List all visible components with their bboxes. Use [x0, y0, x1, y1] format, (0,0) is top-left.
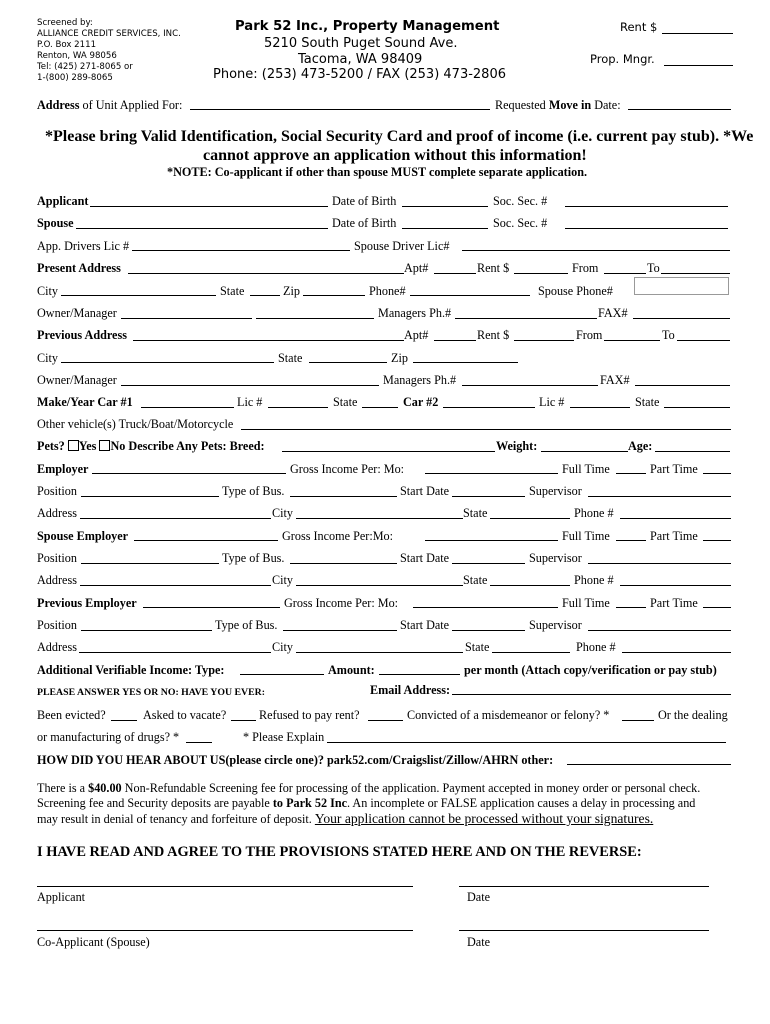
manufacturing-field[interactable] [186, 742, 212, 743]
employer-address-field[interactable] [80, 518, 271, 519]
present-managers-ph-field[interactable] [455, 318, 597, 319]
supervisor-label: Supervisor [529, 484, 582, 498]
per-month-label: per month (Attach copy/verification or pay stub) [464, 663, 717, 677]
present-rent-field[interactable] [514, 273, 568, 274]
employer-field[interactable] [92, 473, 286, 474]
convicted-field[interactable] [622, 720, 654, 721]
present-fax-field[interactable] [633, 318, 730, 319]
position-label: Position [37, 484, 77, 498]
applicant-date-label: Date [467, 890, 491, 904]
age-label: Age: [628, 439, 653, 453]
other-vehicles-label: Other vehicle(s) Truck/Boat/Motorcycle [37, 417, 234, 431]
manufacturing-label: or manufacturing of drugs? * [37, 730, 180, 744]
address-label: Address [37, 573, 77, 587]
present-phone-field[interactable] [410, 295, 530, 296]
car2-state-field[interactable] [664, 407, 730, 408]
prop-mgr-label: Prop. Mngr. [590, 52, 655, 66]
start-date-label: Start Date [400, 551, 450, 565]
vacate-label: Asked to vacate? [143, 708, 227, 722]
fee-line-1 [37, 782, 700, 794]
previous-employer-label: Previous Employer [37, 596, 137, 610]
state-label: State [635, 395, 660, 409]
spouse-ssn-field[interactable] [565, 228, 728, 229]
present-owner-field[interactable] [121, 318, 252, 319]
agree-heading: I HAVE READ AND AGREE TO THE PROVISIONS STATED HERE AND ON THE REVERSE: [37, 844, 642, 860]
payable-to: to Park 52 Inc [272, 796, 348, 810]
managers-ph-label: Managers Ph.# [378, 306, 452, 320]
screener-line: Renton, WA 98056 [37, 51, 117, 61]
rent-label: Rent $ [620, 20, 658, 34]
car1-lic-field[interactable] [268, 407, 328, 408]
address-label: Address [37, 640, 77, 654]
present-owner-field-2[interactable] [256, 318, 374, 319]
state-label: State [465, 640, 490, 654]
other-vehicles-field[interactable] [241, 429, 731, 430]
owner-manager-label: Owner/Manager [37, 306, 117, 320]
car2-lic-field[interactable] [570, 407, 630, 408]
car2-label: Car #2 [403, 395, 439, 409]
please-answer-label: PLEASE ANSWER YES OR NO: HAVE YOU EVER: [37, 687, 265, 698]
screener-line: ALLIANCE CREDIT SERVICES, INC. [37, 29, 181, 39]
from-label: From [572, 261, 599, 275]
fee-text: There is a [37, 781, 89, 795]
lic-label: Lic # [237, 395, 263, 409]
gross-income-label: Gross Income Per: Mo: [290, 462, 405, 476]
city-label: City [272, 640, 293, 654]
screener-line: P.O. Box 2111 [37, 40, 97, 50]
previous-supervisor-field[interactable] [588, 630, 731, 631]
present-apt-field[interactable] [434, 273, 476, 274]
previous-emp-phone-field[interactable] [622, 652, 731, 653]
spouse-city-field[interactable] [296, 585, 463, 586]
employer-parttime-field[interactable] [703, 473, 731, 474]
spouse-type-field[interactable] [290, 563, 397, 564]
phone-num-label: Phone # [574, 506, 614, 520]
present-state-field[interactable] [250, 295, 280, 296]
present-to-field[interactable] [661, 273, 730, 274]
convicted-label: Convicted of a misdemeanor or felony? * [407, 708, 610, 722]
amount-label: Amount: [328, 663, 375, 677]
co-applicant-signature-line[interactable] [37, 930, 413, 931]
full-time-label: Full Time [562, 596, 610, 610]
notice-line-1: *Please bring Valid Identification, Social Security Card and proof of income (i.e. current pay stub). *We [45, 128, 754, 145]
applicant-ssn-field[interactable] [565, 206, 728, 207]
move-in-date-field[interactable] [628, 109, 731, 110]
previous-type-field[interactable] [283, 630, 397, 631]
additional-income-amount-field[interactable] [379, 674, 460, 675]
employer-phone-field[interactable] [620, 518, 731, 519]
apt-label: Apt# [404, 328, 429, 342]
pets-age-field[interactable] [655, 451, 730, 452]
previous-parttime-field[interactable] [703, 607, 731, 608]
dob-label: Date of Birth [332, 194, 397, 208]
phone-num-label: Phone # [574, 573, 614, 587]
gross-income-label: Gross Income Per: Mo: [284, 596, 399, 610]
unit-address-bold: Address [37, 98, 80, 112]
car1-field[interactable] [141, 407, 234, 408]
co-applicant-signature-label: Co-Applicant (Spouse) [37, 935, 150, 949]
previous-city-field[interactable] [61, 362, 274, 363]
company-city: Tacoma, WA 98409 [298, 52, 423, 67]
zip-label: Zip [283, 284, 300, 298]
fax-label: FAX# [600, 373, 630, 387]
to-label: To [647, 261, 660, 275]
spouse-address-field[interactable] [80, 585, 271, 586]
position-label: Position [37, 618, 77, 632]
city-label: City [272, 573, 293, 587]
owner-manager-label: Owner/Manager [37, 373, 117, 387]
refused-rent-label: Refused to pay rent? [259, 708, 360, 722]
soc-label: Soc. Sec. # [493, 194, 548, 208]
spouse-parttime-field[interactable] [703, 540, 731, 541]
supervisor-label: Supervisor [529, 618, 582, 632]
part-time-label: Part Time [650, 596, 698, 610]
phone-label: Phone# [369, 284, 406, 298]
state-label: State [463, 573, 488, 587]
fee-line-2 [37, 797, 695, 809]
car1-label: Make/Year Car #1 [37, 395, 133, 409]
state-label: State [333, 395, 358, 409]
additional-income-label: Additional Verifiable Income: Type: [37, 663, 225, 677]
employer-position-field[interactable] [81, 496, 219, 497]
city-label: City [37, 284, 58, 298]
signature-required-notice: Your application cannot be processed without your signatures. [314, 811, 654, 826]
previous-employer-field[interactable] [143, 607, 280, 608]
employer-label: Employer [37, 462, 89, 476]
co-applicant-date-label: Date [467, 935, 491, 949]
previous-apt-field[interactable] [434, 340, 476, 341]
applicant-signature-line[interactable] [37, 886, 413, 887]
spouse-driver-lic-field[interactable] [462, 250, 730, 251]
type-bus-label: Type of Bus. [222, 484, 285, 498]
managers-ph-label: Managers Ph.# [383, 373, 457, 387]
apt-label: Apt# [404, 261, 429, 275]
state-label: State [220, 284, 245, 298]
employer-type-field[interactable] [290, 496, 397, 497]
employer-income-field[interactable] [425, 473, 558, 474]
previous-address-label: Previous Address [37, 328, 127, 342]
pets-no-checkbox[interactable] [99, 440, 110, 451]
spouse-field[interactable] [76, 228, 328, 229]
please-explain-label: * Please Explain [243, 730, 325, 744]
previous-emp-address-field[interactable] [79, 652, 271, 653]
evicted-label: Been evicted? [37, 708, 106, 722]
state-label: State [463, 506, 488, 520]
spouse-employer-label: Spouse Employer [37, 529, 129, 543]
state-label: State [278, 351, 303, 365]
spouse-dob-field[interactable] [402, 228, 488, 229]
previous-emp-state-field[interactable] [492, 652, 570, 653]
present-address-field[interactable] [128, 273, 404, 274]
spouse-start-field[interactable] [452, 563, 525, 564]
weight-label: Weight: [496, 439, 538, 453]
pets-weight-field[interactable] [541, 451, 628, 452]
how-did-you-hear-field[interactable] [567, 764, 731, 765]
type-bus-label: Type of Bus. [215, 618, 278, 632]
previous-managers-ph-field[interactable] [462, 385, 598, 386]
previous-fax-field[interactable] [635, 385, 730, 386]
please-explain-field[interactable] [327, 742, 726, 743]
spouse-position-field[interactable] [81, 563, 219, 564]
fee-line-3 [37, 812, 653, 826]
part-time-label: Part Time [650, 529, 698, 543]
screener-line: 1-(800) 289-8065 [37, 73, 113, 83]
notice-line-3: *NOTE: Co-applicant if other than spouse MUST complete separate application. [167, 165, 588, 179]
zip-label: Zip [391, 351, 408, 365]
part-time-label: Part Time [650, 462, 698, 476]
fee-amount: $40.00 [88, 781, 122, 795]
pets-yes-label: Yes [78, 439, 97, 453]
company-phone: Phone: (253) 473-5200 / FAX (253) 473-2806 [213, 67, 506, 82]
previous-fulltime-field[interactable] [616, 607, 646, 608]
present-zip-field[interactable] [303, 295, 365, 296]
applicant-field[interactable] [90, 206, 328, 207]
present-from-field[interactable] [604, 273, 646, 274]
rent-field[interactable] [662, 33, 733, 34]
email-field[interactable] [452, 694, 731, 695]
dob-label: Date of Birth [332, 216, 397, 230]
additional-income-type-field[interactable] [240, 674, 324, 675]
fee-text: Screening fee and Security deposits are payable [37, 796, 273, 810]
city-label: City [272, 506, 293, 520]
vacate-field[interactable] [231, 720, 256, 721]
refused-rent-field[interactable] [368, 720, 403, 721]
email-label: Email Address: [370, 683, 451, 697]
company-name: Park 52 Inc., Property Management [235, 19, 500, 34]
previous-state-field[interactable] [309, 362, 387, 363]
spouse-label: Spouse [37, 216, 74, 230]
present-address-label: Present Address [37, 261, 121, 275]
move-in-label [495, 99, 621, 111]
previous-position-field[interactable] [81, 630, 212, 631]
full-time-label: Full Time [562, 529, 610, 543]
drivers-lic-label: App. Drivers Lic # [37, 239, 130, 253]
employer-supervisor-field[interactable] [588, 496, 731, 497]
previous-start-field[interactable] [452, 630, 525, 631]
city-label: City [37, 351, 58, 365]
unit-address-rest: of Unit Applied For: [79, 98, 183, 112]
previous-address-field[interactable] [133, 340, 404, 341]
unit-address-field[interactable] [190, 109, 490, 110]
fee-text: Non-Refundable Screening fee for processing of the application. Payment accepted in money order or personal check. [121, 781, 701, 795]
how-did-you-hear-label: HOW DID YOU HEAR ABOUT US(please circle one)? park52.com/Craigslist/Zillow/AHRN other: [37, 753, 554, 767]
phone-num-label: Phone # [576, 640, 616, 654]
rent-amount-label: Rent $ [477, 261, 510, 275]
gross-income-label: Gross Income Per:Mo: [282, 529, 394, 543]
unit-address-label [37, 99, 182, 111]
previous-to-field[interactable] [677, 340, 730, 341]
supervisor-label: Supervisor [529, 551, 582, 565]
start-date-label: Start Date [400, 484, 450, 498]
applicant-label: Applicant [37, 194, 89, 208]
pets-row [37, 440, 265, 452]
spouse-phone-field[interactable] [620, 585, 731, 586]
type-bus-label: Type of Bus. [222, 551, 285, 565]
spouse-supervisor-field[interactable] [588, 563, 731, 564]
screener-line: Tel: (425) 271-8065 or [37, 62, 133, 72]
car2-field[interactable] [443, 407, 535, 408]
pets-breed-field[interactable] [282, 451, 495, 452]
pets-label: Pets? [37, 439, 65, 453]
to-label: To [662, 328, 675, 342]
soc-label: Soc. Sec. # [493, 216, 548, 230]
spouse-employer-field[interactable] [134, 540, 278, 541]
employer-fulltime-field[interactable] [616, 473, 646, 474]
or-dealing-label: Or the dealing [658, 708, 728, 722]
fee-text: may result in denial of tenancy and forfeiture of deposit. [37, 812, 315, 826]
drivers-lic-field[interactable] [132, 250, 350, 251]
previous-owner-field[interactable] [121, 385, 379, 386]
spouse-driver-lic-label: Spouse Driver Lic# [354, 239, 450, 253]
spouse-income-field[interactable] [425, 540, 558, 541]
applicant-dob-field[interactable] [402, 206, 488, 207]
evicted-field[interactable] [111, 720, 137, 721]
start-date-label: Start Date [400, 618, 450, 632]
prop-mgr-field[interactable] [664, 65, 733, 66]
fax-label: FAX# [598, 306, 628, 320]
spouse-fulltime-field[interactable] [616, 540, 646, 541]
co-applicant-date-line[interactable] [459, 930, 709, 931]
employer-start-field[interactable] [452, 496, 525, 497]
previous-rent-field[interactable] [514, 340, 574, 341]
position-label: Position [37, 551, 77, 565]
pets-yes-checkbox[interactable] [68, 440, 79, 451]
employer-city-field[interactable] [296, 518, 463, 519]
spouse-state-field[interactable] [490, 585, 570, 586]
previous-emp-city-field[interactable] [296, 652, 463, 653]
fee-text: . An incomplete or FALSE application causes a delay in processing and [347, 796, 696, 810]
car1-state-field[interactable] [362, 407, 398, 408]
screener-block [37, 18, 181, 84]
employer-state-field[interactable] [490, 518, 570, 519]
notice-line-2: cannot approve an application without this information! [203, 147, 587, 164]
full-time-label: Full Time [562, 462, 610, 476]
company-street: 5210 South Puget Sound Ave. [264, 36, 458, 51]
rent-amount-label: Rent $ [477, 328, 510, 342]
move-in-bold: Move in [548, 98, 592, 112]
lic-label: Lic # [539, 395, 565, 409]
previous-zip-field[interactable] [413, 362, 518, 363]
previous-from-field[interactable] [604, 340, 660, 341]
pets-no-label: No Describe Any Pets: Breed: [110, 439, 265, 453]
from-label: From [576, 328, 603, 342]
screener-line: Screened by: [37, 18, 93, 28]
move-in-post: Date: [591, 98, 621, 112]
address-label: Address [37, 506, 77, 520]
move-in-pre: Requested [495, 98, 549, 112]
previous-income-field[interactable] [413, 607, 558, 608]
spouse-phone-input[interactable] [634, 277, 729, 295]
applicant-date-line[interactable] [459, 886, 709, 887]
present-city-field[interactable] [61, 295, 216, 296]
applicant-signature-label: Applicant [37, 890, 86, 904]
spouse-phone-label: Spouse Phone# [538, 284, 613, 298]
